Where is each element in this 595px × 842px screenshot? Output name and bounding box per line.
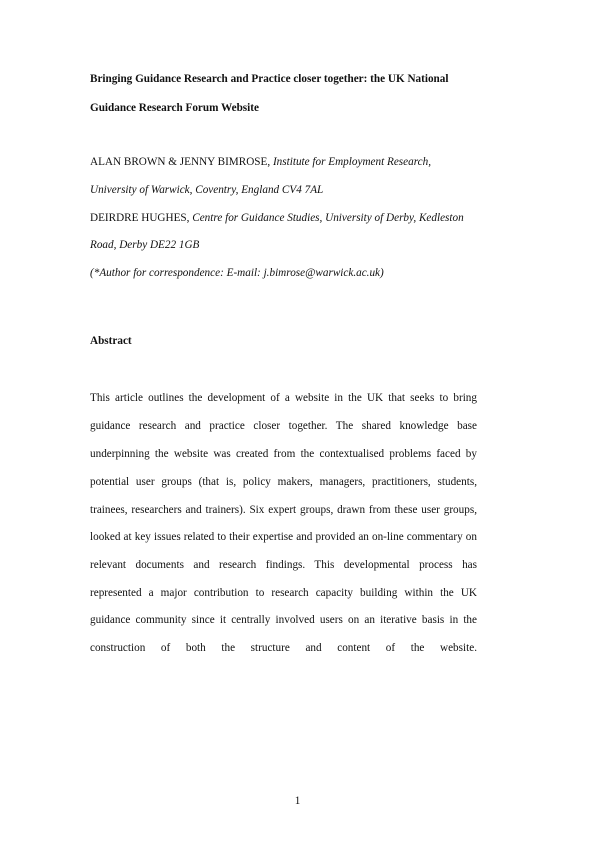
abstract-line: guidance research and practice closer together. The shared knowledge base [90,420,477,432]
abstract-line: This article outlines the development of a website in the UK that seeks to bring [90,392,477,404]
abstract-heading: Abstract [90,335,132,347]
author-affiliation-2: University of Warwick, Coventry, England CV4 7AL [90,184,324,196]
abstract-line: relevant documents and research findings. This developmental process has [90,559,477,571]
author-line-1 [90,155,431,169]
author-affiliation-3: Centre for Guidance Studies, University of Derby, Kedleston [192,212,464,224]
author-affiliation-1: Institute for Employment Research, [272,156,431,168]
abstract-line: guidance community since it centrally involved users on an iterative basis in the [90,614,477,626]
page-number: 1 [294,795,301,807]
abstract-line: potential user groups (that is, policy makers, managers, practitioners, students, [90,476,477,488]
author-affiliation-4: Road, Derby DE22 1GB [90,239,200,251]
abstract-line: trainees, researchers and trainers). Six expert groups, drawn from these user groups, [90,504,477,516]
author-name-hughes: DEIRDRE HUGHES, [90,212,190,224]
abstract-line: represented a major contribution to research capacity building within the UK [90,587,477,599]
author-names: ALAN BROWN & JENNY BIMROSE, [90,156,271,168]
title-line-1: Bringing Guidance Research and Practice closer together: the UK National [90,73,449,85]
author-line-3 [90,211,464,225]
abstract-line: looked at key issues related to their expertise and provided an on-line commentary on [90,531,477,543]
abstract-line: construction of both the structure and content of the website. [90,642,477,654]
correspondence-line: (*Author for correspondence: E-mail: j.bimrose@warwick.ac.uk) [90,267,384,279]
abstract-line: underpinning the website was created from the contextualised problems faced by [90,448,477,460]
title-line-2: Guidance Research Forum Website [90,102,259,114]
